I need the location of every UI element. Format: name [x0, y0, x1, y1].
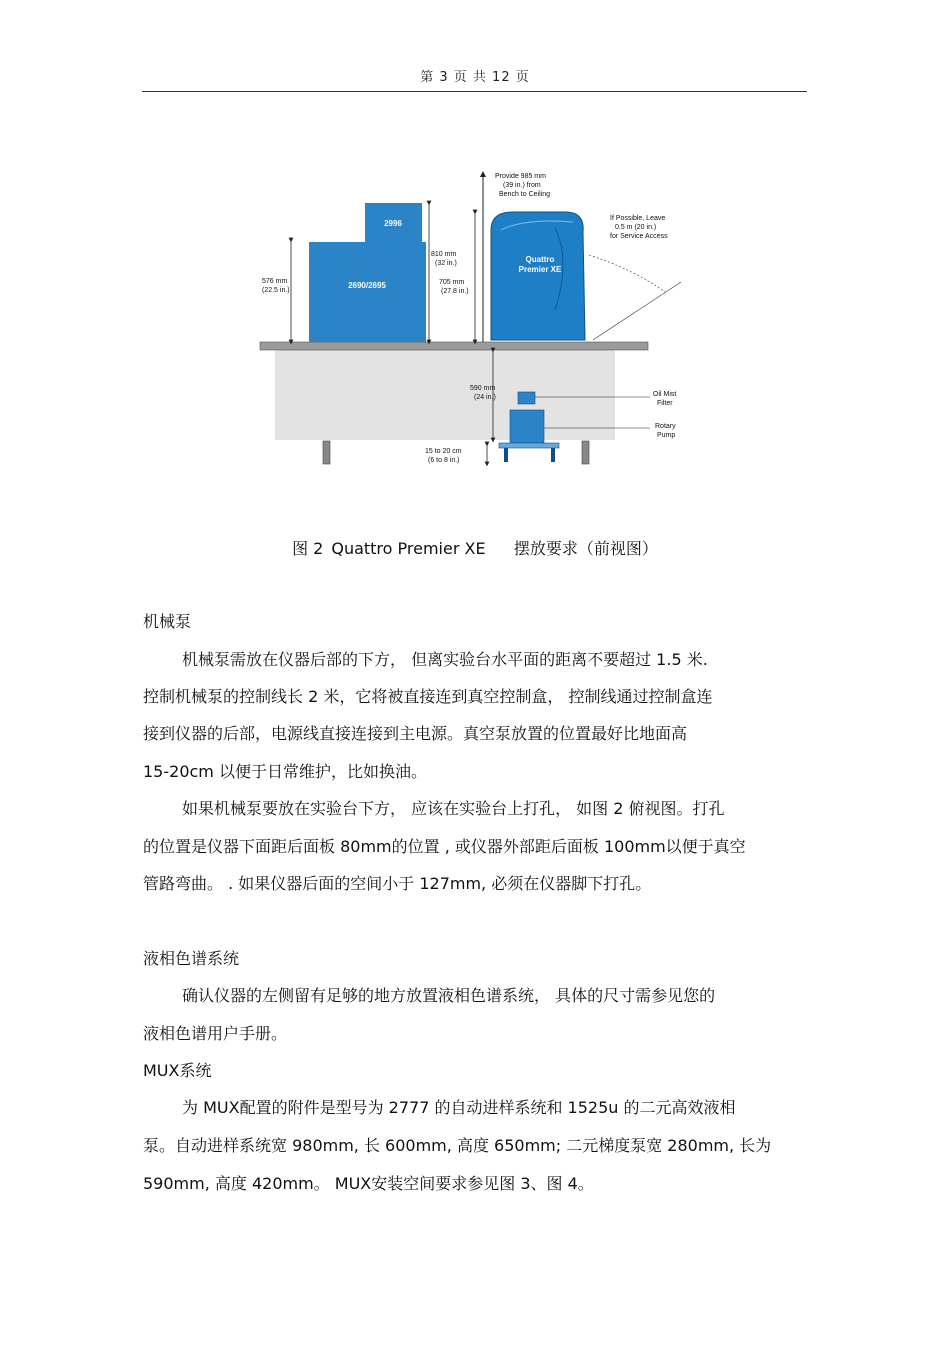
- rotary-pump: [510, 410, 544, 443]
- service-label-3: for Service Access: [610, 233, 668, 240]
- instrument-layout-diagram: [255, 160, 705, 480]
- header-divider: [142, 91, 807, 92]
- mux-line1: 为 MUX配置的附件是型号为 2777 的自动进样系统和 1525u 的二元高效液相: [182, 1098, 736, 1117]
- mech-pump-heading: 机械泵: [143, 612, 192, 631]
- lc-line1: 确认仪器的左侧留有足够的地方放置液相色谱系统， 具体的尺寸需参见您的: [182, 986, 716, 1005]
- lc-heading: 液相色谱系统: [143, 949, 240, 968]
- bench-leg-left: [323, 441, 330, 464]
- mech-para1-line1: 机械泵需放在仪器后部的下方， 但离实验台水平面的距离不要超过 1.5 米.: [182, 650, 708, 669]
- service-label-1: If Possible, Leave: [610, 215, 666, 222]
- figure-caption: [0, 536, 950, 559]
- ceiling-label-2: (39 in.) from: [503, 182, 541, 189]
- mux-heading: MUX系统: [143, 1061, 212, 1080]
- dim-590-label-1: 590 mm: [470, 385, 496, 392]
- pump-stand-leg-right: [551, 448, 555, 462]
- mux-line2: 泵。自动进样系统宽 980mm, 长 600mm, 高度 650mm; 二元梯度泵宽 280mm, 长为: [143, 1136, 772, 1155]
- caption-model: Quattro Premier XE: [331, 539, 486, 558]
- mech-para1-line4: 15-20cm 以便于日常维护，比如换油。: [143, 762, 427, 781]
- unit-2996-label: 2996: [384, 219, 402, 228]
- unit-2690-box: [309, 242, 426, 342]
- caption-suffix: 摆放要求（前视图）: [513, 539, 658, 558]
- pump-stand-top: [499, 443, 559, 448]
- dim-576-label-2: (22.5 in.): [262, 287, 290, 294]
- mech-para1-line3: 接到仪器的后部，电源线直接连接到主电源。真空泵放置的位置最好比地面高: [143, 724, 688, 743]
- mech-para2-line3: 管路弯曲。 . 如果仪器后面的空间小于 127mm, 必须在仪器脚下打孔。: [143, 874, 652, 893]
- ceiling-label-3: Bench to Ceiling: [499, 191, 550, 198]
- service-access-arc: [589, 255, 665, 292]
- dim-705-label-1: 705 mm: [439, 279, 465, 286]
- pump-label-2: Pump: [657, 432, 676, 439]
- floor-label-2: (6 to 8 in.): [428, 457, 460, 464]
- mech-para2-line1: 如果机械泵要放在实验台下方， 应该在实验台上打孔， 如图 2 俯视图。打孔: [182, 799, 725, 818]
- dim-810-label-2: (32 in.): [435, 260, 457, 267]
- pump-stand-leg-left: [504, 448, 508, 462]
- unit-2690-label: 2690/2695: [348, 281, 386, 290]
- oil-mist-label-1: Oil Mist: [653, 391, 677, 398]
- bench-leg-right: [582, 441, 589, 464]
- bench-top: [260, 342, 648, 350]
- service-label-2: 0.5 m (20 in.): [615, 224, 657, 231]
- page-indicator: 第 3 页 共 12 页: [420, 70, 530, 85]
- pump-label-1: Rotary: [655, 423, 676, 430]
- dim-705-label-2: (27.8 in.): [441, 288, 469, 295]
- bench-body: [275, 350, 615, 440]
- quattro-label-line2: Premier XE: [518, 265, 562, 274]
- ceiling-label-1: Provide 985 mm: [495, 173, 546, 180]
- quattro-label-line1: Quattro: [525, 255, 555, 264]
- mech-para1-line2: 控制机械泵的控制线长 2 米，它将被直接连到真空控制盒， 控制线通过控制盒连: [143, 687, 713, 706]
- dim-810-label-1: 810 mm: [431, 251, 457, 258]
- quattro-instrument-body: [491, 212, 585, 340]
- mux-line3: 590mm, 高度 420mm。 MUX安装空间要求参见图 3、图 4。: [143, 1174, 594, 1193]
- lc-line2: 液相色谱用户手册。: [143, 1024, 288, 1043]
- mech-para2-line2: 的位置是仪器下面距后面板 80mm的位置 , 或仪器外部距后面板 100mm以便于真空: [143, 837, 746, 856]
- dim-576-label-1: 576 mm: [262, 278, 288, 285]
- oil-mist-label-2: Filter: [657, 400, 673, 407]
- dim-590-label-2: (24 in.): [474, 394, 496, 401]
- oil-mist-filter: [518, 392, 535, 404]
- caption-prefix: 图 2: [292, 539, 324, 558]
- floor-label-1: 15 to 20 cm: [425, 448, 462, 455]
